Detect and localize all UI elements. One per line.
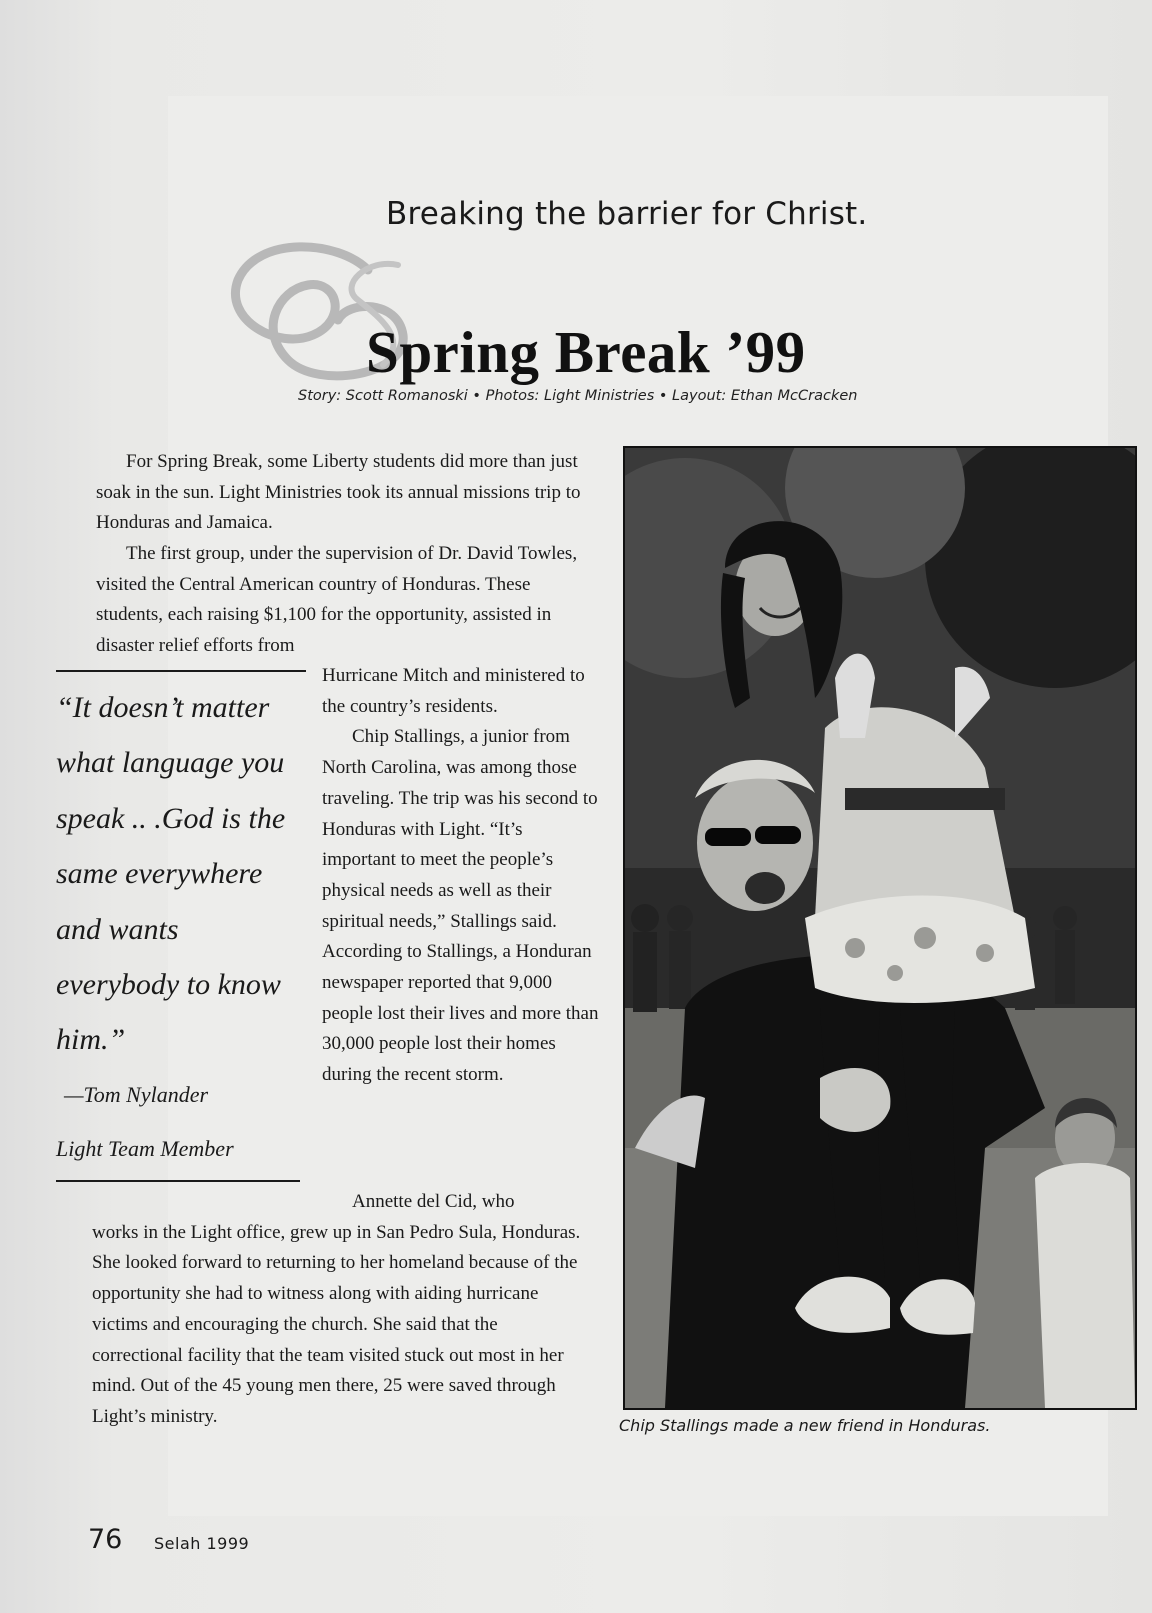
article-paragraph-4-lead: Annette del Cid, who <box>352 1191 515 1212</box>
page-number: 76 <box>88 1524 123 1555</box>
tagline: Breaking the barrier for Christ. <box>386 196 868 232</box>
page-title: Spring Break ’99 <box>366 319 806 385</box>
photo-caption: Chip Stallings made a new friend in Honduras. <box>619 1416 991 1435</box>
pull-quote-author: —Tom Nylander <box>64 1082 209 1107</box>
article-narrow-column <box>322 661 600 1091</box>
article-paragraph-1: For Spring Break, some Liberty students did more than just soak in the sun. Light Ministries took its annual missions trip to Honduras and Jamaica. <box>96 451 581 534</box>
pull-quote-bottom-rule <box>56 1180 300 1182</box>
publication-name: Selah 1999 <box>154 1534 250 1553</box>
article-photo <box>623 446 1137 1410</box>
article-paragraph-2-continued: Hurricane Mitch and ministered to the country’s residents. <box>322 665 585 717</box>
pull-quote-top-rule <box>56 670 306 672</box>
pull-quote-role: Light Team Member <box>56 1136 234 1161</box>
credits-line: Story: Scott Romanoski • Photos: Light Ministries • Layout: Ethan McCracken <box>298 388 858 404</box>
article-paragraph-4-body: works in the Light office, grew up in San Pedro Sula, Honduras. She looked forward to returning to her homeland because of the opportunity she had to witness along with aiding hurricane victims and encouraging the church. She said that the correctional facility that the team visited stuck out most in her mind. Out of the 45 young men there, 25 were saved through Light’s ministry. <box>92 1221 581 1427</box>
article-paragraph-4 <box>92 1187 592 1433</box>
article-paragraph-2: The first group, under the supervision of Dr. David Towles, visited the Central American country of Honduras. These students, each raising $1,100 for the opportunity, assisted in disaster relief efforts from <box>96 543 578 657</box>
article-paragraph-3: Chip Stallings, a junior from North Carolina, was among those traveling. The trip was his second to Honduras with Light. “It’s important to meet the people’s physical needs as well as their spiritual needs,” Stallings said. According to Stallings, a Honduran newspaper reported that 9,000 people lost their lives and more than 30,000 people lost their homes during the recent storm. <box>322 726 599 1086</box>
photo-illustration <box>625 448 1135 1408</box>
pull-quote: “It doesn’t matter what language you speak .. .God is the same everywhere and wants everybody to know him.” <box>56 691 286 1057</box>
